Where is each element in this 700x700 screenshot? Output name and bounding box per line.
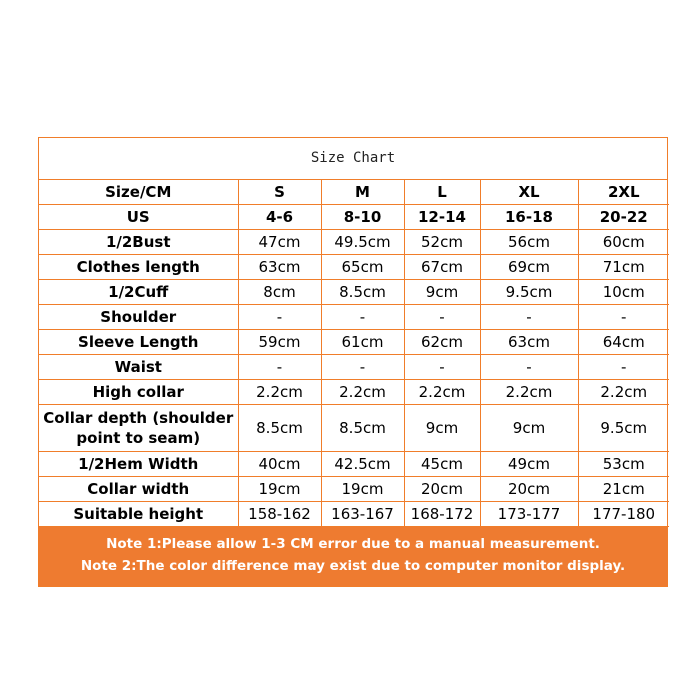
value-cell: 61cm <box>321 330 404 355</box>
row-label-cell: Sleeve Length <box>39 330 238 355</box>
value-cell: 2.2cm <box>404 380 480 405</box>
header-size-cell: XL <box>480 180 578 205</box>
value-cell: 59cm <box>238 330 321 355</box>
value-cell: 9.5cm <box>578 405 669 452</box>
value-cell: 8.5cm <box>321 405 404 452</box>
value-cell: 71cm <box>578 255 669 280</box>
value-cell: 158-162 <box>238 502 321 527</box>
value-cell: 21cm <box>578 477 669 502</box>
value-cell: - <box>578 355 669 380</box>
table-row <box>39 380 669 405</box>
row-label-cell: 1/2Cuff <box>39 280 238 305</box>
row-label-cell: 1/2Hem Width <box>39 452 238 477</box>
value-cell: 20-22 <box>578 205 669 230</box>
value-cell: 52cm <box>404 230 480 255</box>
value-cell: 20cm <box>480 477 578 502</box>
value-cell: - <box>238 305 321 330</box>
notes-banner <box>39 527 667 586</box>
value-cell: 173-177 <box>480 502 578 527</box>
value-cell: 16-18 <box>480 205 578 230</box>
row-label-cell: 1/2Bust <box>39 230 238 255</box>
value-cell: 8-10 <box>321 205 404 230</box>
table-row <box>39 255 669 280</box>
table-row <box>39 405 669 452</box>
value-cell: - <box>321 355 404 380</box>
note-1: Note 1:Please allow 1-3 CM error due to a manual measurement. <box>106 536 600 552</box>
header-row <box>39 180 669 205</box>
row-label-cell: Collar width <box>39 477 238 502</box>
header-label-cell: Size/CM <box>39 180 238 205</box>
value-cell: 2.2cm <box>321 380 404 405</box>
value-cell: 69cm <box>480 255 578 280</box>
value-cell: 62cm <box>404 330 480 355</box>
value-cell: 2.2cm <box>480 380 578 405</box>
value-cell: 4-6 <box>238 205 321 230</box>
value-cell: 10cm <box>578 280 669 305</box>
value-cell: 9cm <box>480 405 578 452</box>
table-row <box>39 355 669 380</box>
row-label-cell: Collar depth (shoulder point to seam) <box>39 405 238 452</box>
value-cell: 63cm <box>238 255 321 280</box>
table-row <box>39 305 669 330</box>
value-cell: 60cm <box>578 230 669 255</box>
value-cell: 64cm <box>578 330 669 355</box>
row-label-cell: High collar <box>39 380 238 405</box>
value-cell: 12-14 <box>404 205 480 230</box>
value-cell: 45cm <box>404 452 480 477</box>
value-cell: 2.2cm <box>578 380 669 405</box>
value-cell: 163-167 <box>321 502 404 527</box>
note-2: Note 2:The color difference may exist due to computer monitor display. <box>80 558 626 574</box>
header-size-cell: S <box>238 180 321 205</box>
value-cell: - <box>578 305 669 330</box>
table-row <box>39 330 669 355</box>
value-cell: 168-172 <box>404 502 480 527</box>
row-label-cell: Shoulder <box>39 305 238 330</box>
value-cell: 63cm <box>480 330 578 355</box>
header-size-cell: L <box>404 180 480 205</box>
table-row <box>39 502 669 527</box>
value-cell: 9cm <box>404 405 480 452</box>
value-cell: 42.5cm <box>321 452 404 477</box>
value-cell: 8cm <box>238 280 321 305</box>
value-cell: - <box>238 355 321 380</box>
table-row <box>39 477 669 502</box>
value-cell: 19cm <box>238 477 321 502</box>
value-cell: - <box>480 355 578 380</box>
value-cell: 53cm <box>578 452 669 477</box>
value-cell: 2.2cm <box>238 380 321 405</box>
table-row <box>39 280 669 305</box>
size-chart <box>38 137 668 587</box>
value-cell: - <box>480 305 578 330</box>
table-row <box>39 230 669 255</box>
value-cell: 67cm <box>404 255 480 280</box>
value-cell: 49.5cm <box>321 230 404 255</box>
header-size-cell: M <box>321 180 404 205</box>
value-cell: 20cm <box>404 477 480 502</box>
value-cell: 47cm <box>238 230 321 255</box>
row-label-cell: Suitable height <box>39 502 238 527</box>
value-cell: - <box>404 305 480 330</box>
value-cell: - <box>404 355 480 380</box>
row-label-cell: Waist <box>39 355 238 380</box>
header-size-cell: 2XL <box>578 180 669 205</box>
value-cell: 40cm <box>238 452 321 477</box>
value-cell: 9.5cm <box>480 280 578 305</box>
value-cell: 8.5cm <box>321 280 404 305</box>
value-cell: - <box>321 305 404 330</box>
value-cell: 49cm <box>480 452 578 477</box>
value-cell: 9cm <box>404 280 480 305</box>
value-cell: 8.5cm <box>238 405 321 452</box>
row-label-cell: Clothes length <box>39 255 238 280</box>
size-table <box>39 180 669 527</box>
row-label-cell: US <box>39 205 238 230</box>
chart-title: Size Chart <box>39 138 667 180</box>
table-row <box>39 205 669 230</box>
value-cell: 65cm <box>321 255 404 280</box>
value-cell: 177-180 <box>578 502 669 527</box>
value-cell: 56cm <box>480 230 578 255</box>
value-cell: 19cm <box>321 477 404 502</box>
table-row <box>39 452 669 477</box>
